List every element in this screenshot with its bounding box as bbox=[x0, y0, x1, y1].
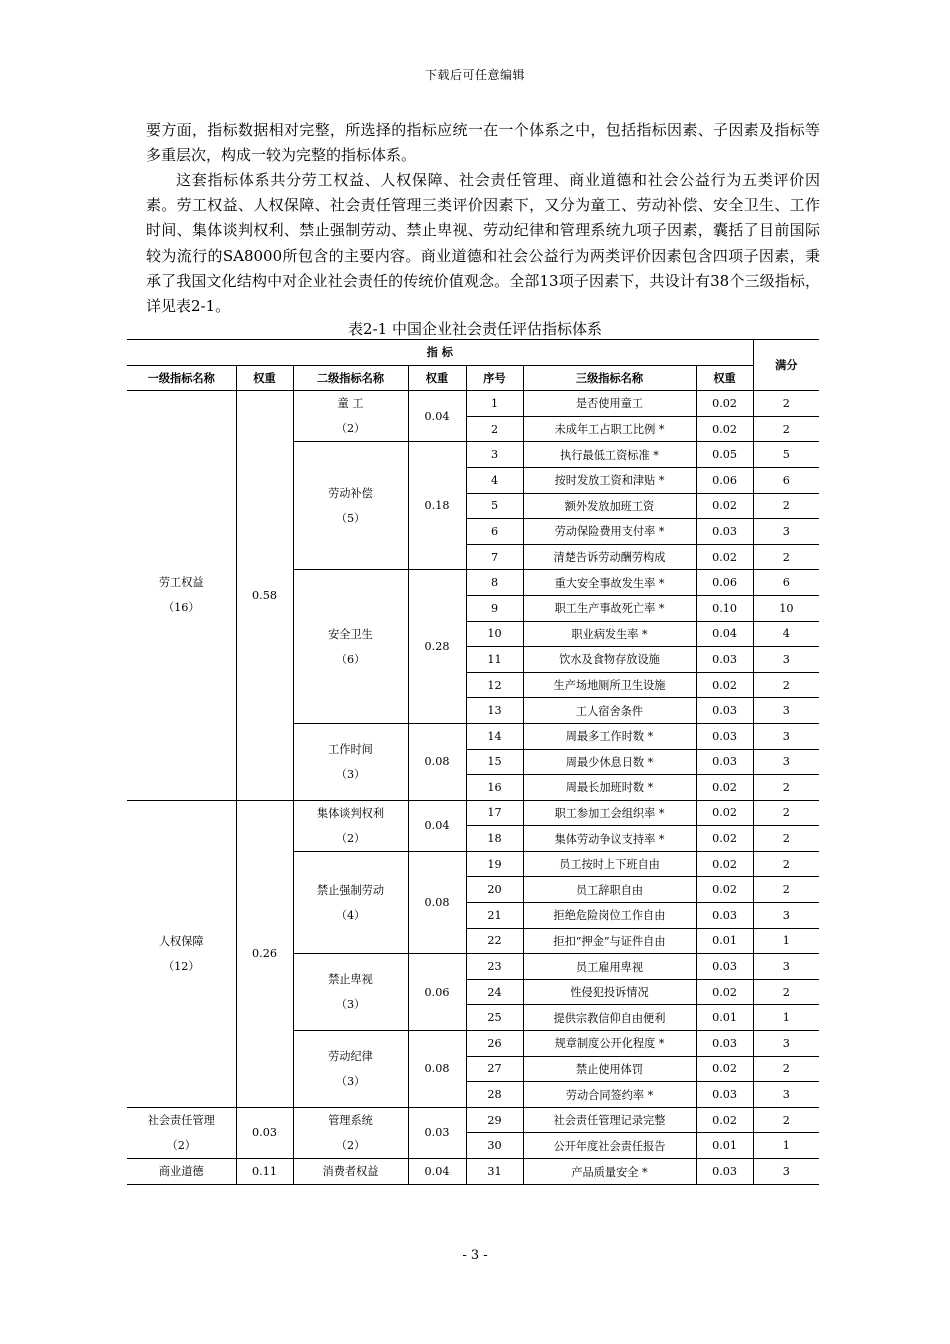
level3-name: 劳动保险费用支付率 * bbox=[523, 519, 696, 545]
full-score: 2 bbox=[753, 672, 819, 698]
level3-weight: 0.04 bbox=[696, 621, 753, 647]
level3-weight: 0.03 bbox=[696, 1082, 753, 1108]
level2-name bbox=[293, 851, 408, 953]
level3-name: 员工按时上下班自由 bbox=[523, 851, 696, 877]
level2-weight: 0.08 bbox=[408, 723, 466, 800]
level1-name-label: 社会责任管理 bbox=[147, 1113, 215, 1127]
level3-weight: 0.01 bbox=[696, 1133, 753, 1159]
level2-weight: 0.28 bbox=[408, 570, 466, 724]
full-score: 2 bbox=[753, 851, 819, 877]
serial-number: 14 bbox=[466, 723, 523, 749]
level3-name: 禁止使用体罚 bbox=[523, 1056, 696, 1082]
level3-weight: 0.02 bbox=[696, 979, 753, 1005]
level3-name: 工人宿舍条件 bbox=[523, 698, 696, 724]
level3-weight: 0.03 bbox=[696, 1159, 753, 1185]
level3-weight: 0.03 bbox=[696, 723, 753, 749]
level2-weight: 0.08 bbox=[408, 1031, 466, 1108]
page-header: 下载后可任意编辑 bbox=[424, 68, 525, 82]
level2-name-count: （3） bbox=[335, 767, 366, 781]
full-score: 3 bbox=[753, 698, 819, 724]
level3-name: 职工参加工会组织率 * bbox=[523, 800, 696, 826]
serial-number: 8 bbox=[466, 570, 523, 596]
full-score: 2 bbox=[753, 877, 819, 903]
level2-name-label: 童 工 bbox=[337, 397, 364, 411]
level1-weight: 0.58 bbox=[236, 391, 293, 801]
full-score: 3 bbox=[753, 749, 819, 775]
level1-name bbox=[127, 391, 236, 801]
level2-name-count: （2） bbox=[335, 831, 366, 845]
level3-weight: 0.02 bbox=[696, 851, 753, 877]
full-score: 2 bbox=[753, 826, 819, 852]
serial-number: 13 bbox=[466, 698, 523, 724]
level2-name-count: （6） bbox=[335, 652, 366, 666]
column-header: 一级指标名称 bbox=[127, 365, 236, 391]
table-row bbox=[127, 391, 819, 417]
level2-name-label: 管理系统 bbox=[328, 1113, 373, 1127]
serial-number: 16 bbox=[466, 775, 523, 801]
level3-weight: 0.06 bbox=[696, 467, 753, 493]
level1-name bbox=[127, 1159, 236, 1185]
full-score: 3 bbox=[753, 903, 819, 929]
column-header: 权重 bbox=[408, 365, 466, 391]
level2-name-label: 安全卫生 bbox=[328, 627, 373, 641]
full-score: 3 bbox=[753, 519, 819, 545]
level3-weight: 0.02 bbox=[696, 1056, 753, 1082]
full-score: 3 bbox=[753, 1082, 819, 1108]
full-score: 1 bbox=[753, 1005, 819, 1031]
full-score: 2 bbox=[753, 544, 819, 570]
table-caption: 表2-1 中国企业社会责任评估指标体系 bbox=[348, 320, 602, 338]
level1-weight: 0.11 bbox=[236, 1159, 293, 1185]
column-header: 三级指标名称 bbox=[523, 365, 696, 391]
level3-weight: 0.01 bbox=[696, 928, 753, 954]
level2-weight: 0.06 bbox=[408, 954, 466, 1031]
level3-weight: 0.03 bbox=[696, 954, 753, 980]
level3-weight: 0.03 bbox=[696, 519, 753, 545]
level3-name: 是否使用童工 bbox=[523, 391, 696, 417]
level3-weight: 0.02 bbox=[696, 493, 753, 519]
serial-number: 2 bbox=[466, 416, 523, 442]
level1-name-count: （2） bbox=[166, 1138, 196, 1152]
level3-weight: 0.03 bbox=[696, 1031, 753, 1057]
level2-name bbox=[293, 391, 408, 442]
serial-number: 15 bbox=[466, 749, 523, 775]
level3-weight: 0.02 bbox=[696, 800, 753, 826]
serial-number: 30 bbox=[466, 1133, 523, 1159]
level3-weight: 0.03 bbox=[696, 903, 753, 929]
page-number: - 3 - bbox=[462, 1248, 488, 1263]
level2-name-count: （3） bbox=[335, 998, 366, 1012]
level2-name bbox=[293, 723, 408, 800]
full-score-header: 满分 bbox=[753, 340, 819, 391]
level2-name-count: （2） bbox=[335, 422, 366, 436]
full-score: 2 bbox=[753, 416, 819, 442]
level3-weight: 0.03 bbox=[696, 647, 753, 673]
level3-name: 员工雇用卑视 bbox=[523, 954, 696, 980]
serial-number: 4 bbox=[466, 467, 523, 493]
level3-weight: 0.02 bbox=[696, 416, 753, 442]
level2-name-count: （3） bbox=[335, 1074, 366, 1088]
level2-name-label: 劳动补偿 bbox=[328, 486, 373, 500]
level1-name bbox=[127, 800, 236, 1107]
full-score: 2 bbox=[753, 1107, 819, 1133]
level3-weight: 0.01 bbox=[696, 1005, 753, 1031]
level3-name: 未成年工占职工比例 * bbox=[523, 416, 696, 442]
level3-weight: 0.02 bbox=[696, 826, 753, 852]
full-score: 2 bbox=[753, 775, 819, 801]
full-score: 2 bbox=[753, 979, 819, 1005]
level2-name-count: （2） bbox=[335, 1138, 366, 1152]
level3-weight: 0.02 bbox=[696, 544, 753, 570]
indicator-header: 指 标 bbox=[127, 340, 753, 366]
serial-number: 28 bbox=[466, 1082, 523, 1108]
level3-weight: 0.02 bbox=[696, 877, 753, 903]
serial-number: 31 bbox=[466, 1159, 523, 1185]
serial-number: 18 bbox=[466, 826, 523, 852]
level3-weight: 0.02 bbox=[696, 391, 753, 417]
level2-name bbox=[293, 1031, 408, 1108]
level2-name-label: 消费者权益 bbox=[322, 1165, 379, 1178]
table-top-header-row bbox=[127, 340, 819, 366]
table-row bbox=[127, 1107, 819, 1133]
full-score: 4 bbox=[753, 621, 819, 647]
paragraph-2: 这套指标体系共分劳工权益、人权保障、社会责任管理、商业道德和社会公益行为五类评价因素。劳工权益、人权保障、社会责任管理三类评价因素下，又分为童工、劳动补偿、安全卫生、工作时间、集体谈判权利、禁止强制劳动、禁止卑视、劳动纪律和管理系统九项子因素，囊括了目前国际较为流行的SA8000所包含的主要内容。商业道德和社会公益行为两类评价因素包含四项子因素，秉承了我国文化结构中对企业社会责任的传统价值观念。全部13项子因素下，共设计有38个三级指标，详见表2-1。 bbox=[146, 171, 820, 316]
level2-weight: 0.03 bbox=[408, 1107, 466, 1158]
level3-name: 饮水及食物存放设施 bbox=[523, 647, 696, 673]
level3-name: 规章制度公开化程度 * bbox=[523, 1031, 696, 1057]
level1-name-label: 人权保障 bbox=[158, 934, 204, 948]
level3-name: 公开年度社会责任报告 bbox=[523, 1133, 696, 1159]
level2-name-label: 劳动纪律 bbox=[328, 1049, 373, 1063]
column-header: 序号 bbox=[466, 365, 523, 391]
serial-number: 20 bbox=[466, 877, 523, 903]
column-header: 权重 bbox=[236, 365, 293, 391]
serial-number: 10 bbox=[466, 621, 523, 647]
level3-name: 额外发放加班工资 bbox=[523, 493, 696, 519]
serial-number: 22 bbox=[466, 928, 523, 954]
level1-name-count: （16） bbox=[162, 601, 200, 615]
level3-name: 社会责任管理记录完整 bbox=[523, 1107, 696, 1133]
level3-name: 周最少休息日数 * bbox=[523, 749, 696, 775]
level3-name: 重大安全事故发生率 * bbox=[523, 570, 696, 596]
serial-number: 17 bbox=[466, 800, 523, 826]
level3-weight: 0.02 bbox=[696, 1107, 753, 1133]
level3-name: 性侵犯投诉情况 bbox=[523, 979, 696, 1005]
indicator-table bbox=[127, 339, 819, 1185]
level3-name: 拒扣“押金”与证件自由 bbox=[523, 928, 696, 954]
level2-weight: 0.04 bbox=[408, 800, 466, 851]
column-header: 二级指标名称 bbox=[293, 365, 408, 391]
level2-weight: 0.08 bbox=[408, 851, 466, 953]
full-score: 3 bbox=[753, 1159, 819, 1185]
level3-weight: 0.03 bbox=[696, 749, 753, 775]
full-score: 3 bbox=[753, 954, 819, 980]
level3-name: 拒绝危险岗位工作自由 bbox=[523, 903, 696, 929]
level2-name-label: 集体谈判权利 bbox=[316, 806, 385, 820]
serial-number: 1 bbox=[466, 391, 523, 417]
full-score: 2 bbox=[753, 1056, 819, 1082]
serial-number: 6 bbox=[466, 519, 523, 545]
table-column-header-row bbox=[127, 365, 819, 391]
full-score: 6 bbox=[753, 467, 819, 493]
serial-number: 5 bbox=[466, 493, 523, 519]
level3-name: 清楚告诉劳动酬劳构成 bbox=[523, 544, 696, 570]
level2-name-label: 禁止卑视 bbox=[328, 973, 373, 987]
paragraph-1: 要方面，指标数据相对完整，所选择的指标应统一在一个体系之中，包括指标因素、子因素及指标等多重层次，构成一较为完整的指标体系。 bbox=[146, 121, 820, 165]
level3-weight: 0.02 bbox=[696, 775, 753, 801]
column-header: 权重 bbox=[696, 365, 753, 391]
full-score: 1 bbox=[753, 1133, 819, 1159]
level3-weight: 0.05 bbox=[696, 442, 753, 468]
full-score: 5 bbox=[753, 442, 819, 468]
serial-number: 23 bbox=[466, 954, 523, 980]
level2-weight: 0.04 bbox=[408, 1159, 466, 1185]
serial-number: 21 bbox=[466, 903, 523, 929]
serial-number: 19 bbox=[466, 851, 523, 877]
level3-name: 劳动合同签约率 * bbox=[523, 1082, 696, 1108]
full-score: 3 bbox=[753, 647, 819, 673]
level1-name-count: （12） bbox=[162, 959, 200, 973]
level3-name: 职业病发生率 * bbox=[523, 621, 696, 647]
level3-name: 周最长加班时数 * bbox=[523, 775, 696, 801]
level3-name: 集体劳动争议支持率 * bbox=[523, 826, 696, 852]
level2-name bbox=[293, 1159, 408, 1185]
level3-name: 执行最低工资标准 * bbox=[523, 442, 696, 468]
level2-name bbox=[293, 954, 408, 1031]
level1-name bbox=[127, 1107, 236, 1158]
serial-number: 29 bbox=[466, 1107, 523, 1133]
level2-name bbox=[293, 1107, 408, 1158]
level1-name-label: 商业道德 bbox=[158, 1165, 204, 1178]
level2-weight: 0.04 bbox=[408, 391, 466, 442]
full-score: 6 bbox=[753, 570, 819, 596]
full-score: 10 bbox=[753, 595, 819, 621]
level3-weight: 0.03 bbox=[696, 698, 753, 724]
level2-name-label: 工作时间 bbox=[328, 742, 373, 756]
level3-name: 按时发放工资和津贴 * bbox=[523, 467, 696, 493]
level1-weight: 0.26 bbox=[236, 800, 293, 1107]
full-score: 2 bbox=[753, 391, 819, 417]
serial-number: 3 bbox=[466, 442, 523, 468]
full-score: 3 bbox=[753, 723, 819, 749]
level2-name bbox=[293, 800, 408, 851]
level2-weight: 0.18 bbox=[408, 442, 466, 570]
level2-name-count: （5） bbox=[335, 511, 366, 525]
level2-name bbox=[293, 570, 408, 724]
full-score: 2 bbox=[753, 800, 819, 826]
full-score: 3 bbox=[753, 1031, 819, 1057]
level3-weight: 0.10 bbox=[696, 595, 753, 621]
level2-name bbox=[293, 442, 408, 570]
level3-weight: 0.06 bbox=[696, 570, 753, 596]
level3-name: 生产场地厕所卫生设施 bbox=[523, 672, 696, 698]
serial-number: 24 bbox=[466, 979, 523, 1005]
level3-name: 提供宗教信仰自由便利 bbox=[523, 1005, 696, 1031]
level1-weight: 0.03 bbox=[236, 1107, 293, 1158]
serial-number: 12 bbox=[466, 672, 523, 698]
level3-name: 周最多工作时数 * bbox=[523, 723, 696, 749]
level2-name-count: （4） bbox=[335, 908, 366, 922]
full-score: 1 bbox=[753, 928, 819, 954]
serial-number: 26 bbox=[466, 1031, 523, 1057]
serial-number: 25 bbox=[466, 1005, 523, 1031]
table-row bbox=[127, 1159, 819, 1185]
level3-weight: 0.02 bbox=[696, 672, 753, 698]
full-score: 2 bbox=[753, 493, 819, 519]
serial-number: 9 bbox=[466, 595, 523, 621]
level3-name: 员工辞职自由 bbox=[523, 877, 696, 903]
serial-number: 27 bbox=[466, 1056, 523, 1082]
serial-number: 7 bbox=[466, 544, 523, 570]
level3-name: 产品质量安全 * bbox=[523, 1159, 696, 1185]
level1-name-label: 劳工权益 bbox=[158, 576, 204, 590]
serial-number: 11 bbox=[466, 647, 523, 673]
level2-name-label: 禁止强制劳动 bbox=[316, 883, 385, 897]
level3-name: 职工生产事故死亡率 * bbox=[523, 595, 696, 621]
table-row bbox=[127, 800, 819, 826]
